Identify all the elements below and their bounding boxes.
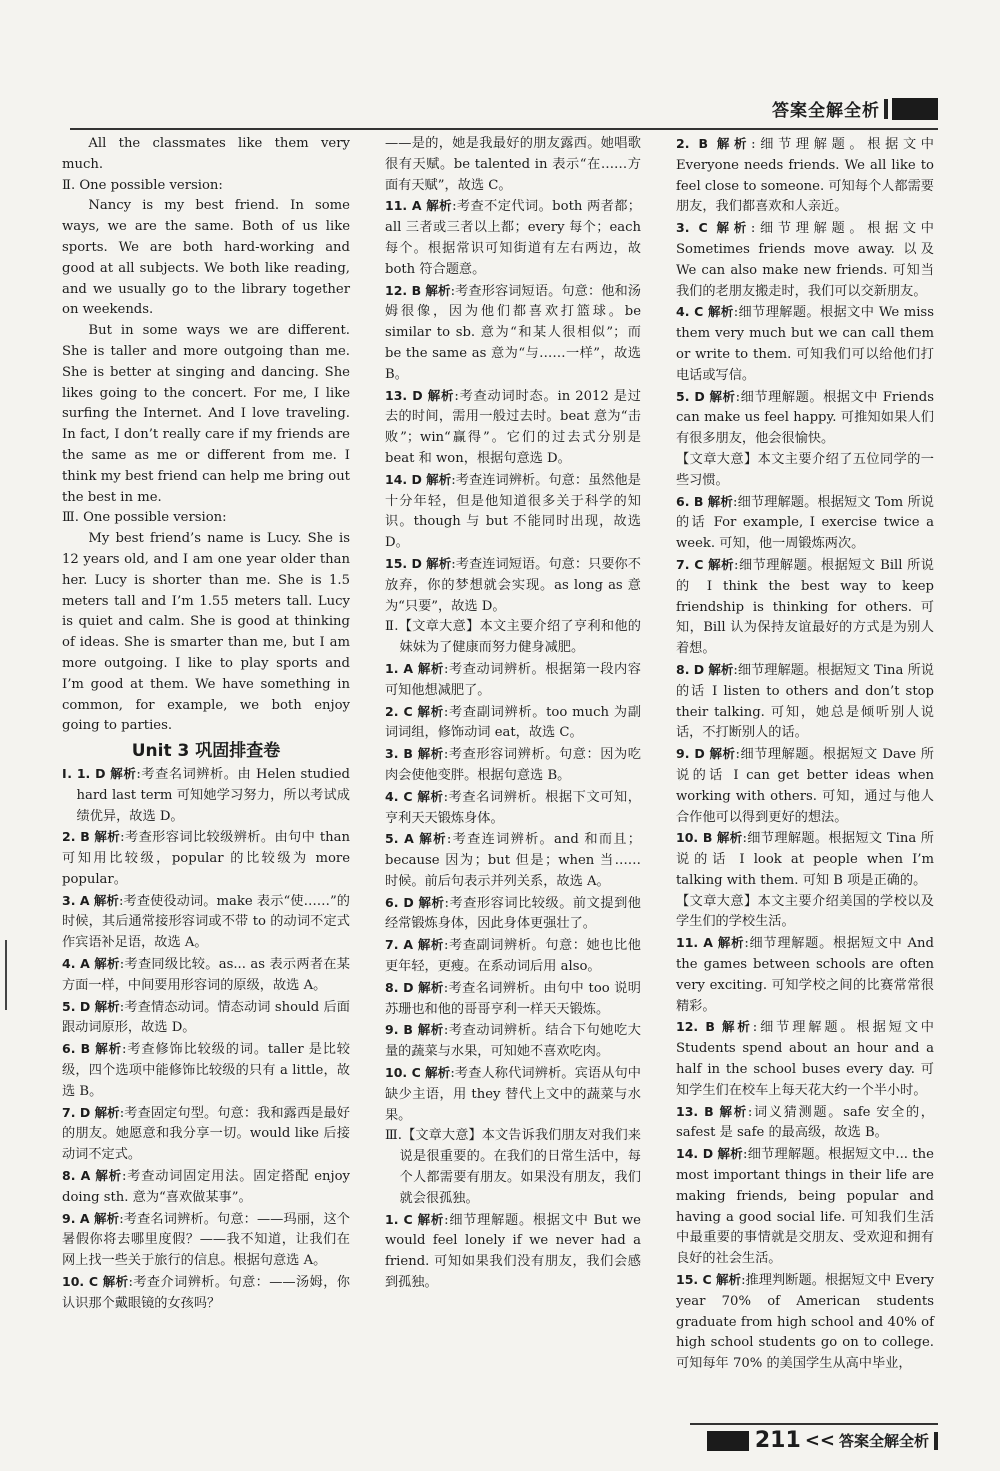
analysis-label: 解析 [426, 471, 452, 487]
question-number: 13. D [385, 387, 423, 403]
analysis-label: 解析 [417, 703, 444, 719]
answer-paragraph [676, 1102, 934, 1145]
question-number: 11. A [676, 935, 713, 951]
answer-paragraph [385, 386, 641, 470]
paragraph-text: 【文章大意】本文主要介绍了五位同学的一些习惯。 [676, 451, 934, 488]
answer-paragraph [385, 1126, 641, 1209]
paragraph-text: :细节理解题。根据短文中 Students spend about an hour and a half in the school buses every day. 可知学生们在校车上每天花大约一个半小时。 [676, 1020, 934, 1098]
analysis-label: 解析 [110, 765, 137, 781]
analysis-label: 解析 [95, 1041, 123, 1057]
answer-paragraph [676, 134, 934, 218]
paragraph-text: Ⅲ. One possible version: [62, 510, 227, 526]
paragraph-text: My best friend’s name is Lucy. She is 12 years old, and I am one year older than her. Lucy is shorter than me. She is 1.5 meters tall and I’m 1.55 meters tall. Lucy is quiet and calm. She is good at thinking of ideas. She is smarter than me, but I am more outgoing. I like to play sports and I’m good at them. We have something in common, for example, we both enjoy going to parties. [62, 531, 350, 734]
analysis-label: 解析 [707, 304, 734, 320]
paragraph-text: :考查连词辨析。and 和而且；because 因为；but 但是；when 当……时候。前后句表示并列关系，故选 A。 [385, 832, 641, 889]
page-number: 211 [754, 1428, 801, 1453]
answer-paragraph [676, 387, 934, 450]
header-bar [884, 99, 888, 119]
answer-paragraph [676, 1144, 934, 1270]
analysis-label: 解析 [94, 829, 121, 845]
answer-paragraph [62, 1209, 350, 1272]
question-number: 3. C [676, 220, 708, 236]
analysis-label: 解析 [94, 956, 120, 972]
answer-paragraph [385, 1210, 641, 1294]
question-number: 7. D [62, 1104, 91, 1120]
question-number: 7. C [676, 556, 704, 572]
answer-paragraph [385, 744, 641, 787]
paragraph-text: :细节理解题。根据短文 Bill 所说的 I think the best way to keep friendship is thinking for others. 可知，Bill 认为保持友谊最好的方式是为别人着想。 [676, 557, 934, 657]
paragraph-text: :考查介词辨析。句意：——汤姆，你认识那个戴眼镜的女孩吗？ [62, 1275, 350, 1311]
answer-paragraph [676, 660, 934, 744]
binding-mark [5, 940, 7, 1010]
paragraph-text: :考查固定句型。句意：我和露西是最好的朋友。她愿意和我分享一切。would like 后接动词不定式。 [62, 1105, 350, 1163]
question-number: 3. B [385, 746, 413, 762]
question-number: 15. C [676, 1272, 712, 1288]
analysis-label: 解析 [94, 1104, 120, 1120]
header-rule [70, 128, 938, 130]
paragraph-text: :考查形容词辨析。句意：因为吃肉会使他变胖。根据句意选 B。 [385, 747, 641, 783]
header-block [892, 98, 938, 120]
question-number: 14. D [676, 1146, 714, 1162]
paragraph-text: :考查动词辨析。根据第一段内容可知他想减肥了。 [385, 661, 641, 698]
column-middle [385, 134, 641, 1294]
question-number: 11. A [385, 198, 422, 214]
paragraph-text: :考查名词辨析。由句中 too 说明苏珊也和他的哥哥亨利一样天天锻炼。 [385, 980, 641, 1017]
question-number: 6. D [385, 894, 414, 910]
paragraph-text: All the classmates like them very much. [62, 136, 350, 172]
analysis-label: 解析 [425, 1065, 451, 1081]
answer-paragraph [385, 196, 641, 280]
footer-bar [934, 1432, 938, 1450]
paragraph-text: :考查动词辨析。结合下句她吃大量的蔬菜与水果，可知她不喜欢吃肉。 [385, 1023, 641, 1060]
analysis-label: 解析 [95, 1168, 122, 1184]
analysis-label: 解析 [102, 1274, 129, 1290]
question-number: 13. B [676, 1103, 714, 1119]
paragraph-text: But in some ways we are different. She is taller and more outgoing than me. She is better at singing and dancing. She likes going to the concert. For me, I like surfing the Internet. And I love traveling. In fact, I don’t really care if my friends are the same as me or different from me. I think my best friend can help me bring out the best in me. [62, 323, 350, 505]
paragraph-text: :考查副词辨析。too much 为副词词组，修饰动词 eat，故选 C。 [385, 704, 641, 741]
question-number: 9. A [62, 1210, 90, 1226]
paragraph-text: :考查形容词比较级辨析。由句中 than 可知用比较级，popular 的比较级为 more popular。 [62, 830, 350, 887]
analysis-label: 解析 [417, 1022, 444, 1038]
answer-paragraph [676, 218, 934, 302]
analysis-label: 解析 [717, 935, 745, 951]
analysis-label: 解析 [426, 198, 453, 214]
answer-paragraph [676, 492, 934, 555]
question-number: Ⅰ. 1. D [62, 765, 106, 781]
answer-paragraph [62, 1272, 350, 1315]
answer-paragraph [385, 1063, 641, 1126]
paragraph-text: :考查名词辨析。由 Helen studied hard last term 可知她学习努力，所以考试成绩优异，故选 D。 [76, 766, 350, 824]
paragraph-text: Nancy is my best friend. In some ways, we are the same. Both of us like sports. We are both hard-working and good at all subjects. We both like reading, and we usually go to the library together on weekends. [62, 198, 350, 318]
question-number: 12. B [676, 1019, 715, 1035]
question-number: 6. B [676, 493, 704, 509]
paragraph-text: :考查同级比较。as... as 表示两者在某方面一样，中间要用形容词的原级，故选 A。 [62, 957, 350, 993]
answer-paragraph [385, 470, 641, 554]
question-number: 1. A [385, 660, 414, 676]
answer-paragraph [676, 933, 934, 1017]
paragraph-text: ——是的，她是我最好的朋友露西。她唱歌很有天赋。be talented in 表示“在……方面有天赋”，故选 C。 [385, 136, 641, 193]
page-footer [707, 1428, 938, 1453]
paragraph-text: :细节理解题。根据文中 Everyone needs friends. We all like to feel close to someone. 可知每个人都需要朋友，我们都喜欢和人亲近。 [676, 137, 934, 215]
question-number: 6. B [62, 1041, 91, 1057]
question-number: 8. A [62, 1168, 91, 1184]
answer-paragraph [62, 827, 350, 890]
paragraph-text: :考查修饰比较级的词。taller 是比较级，四个选项中能修饰比较级的只有 a little，故选 B。 [62, 1042, 350, 1099]
analysis-label: 解析 [426, 555, 452, 571]
analysis-label: 解析 [419, 831, 447, 847]
answer-paragraph [62, 196, 350, 321]
paragraph-text: :细节理解题。根据文中 Friends can make us feel happy. 可推知如果人们有很多朋友，他会很愉快。 [676, 389, 934, 447]
paragraph-text: :考查动词固定用法。固定搭配 enjoy doing sth. 意为“喜欢做某事”。 [62, 1169, 350, 1205]
paragraph-text: :考查情态动词。情态动词 should 后面跟动词原形，故选 D。 [62, 999, 350, 1036]
analysis-label: 解析 [708, 661, 734, 677]
answer-paragraph [676, 828, 934, 891]
page-header [772, 96, 938, 121]
question-number: 2. B [62, 829, 90, 845]
paragraph-text: :细节理解题。根据文中 Sometimes friends move away. 以及 We can also make new friends. 可知当我们的老朋友搬走时，我们可以交新朋友。 [676, 221, 934, 299]
answer-paragraph [385, 978, 641, 1021]
paragraph-text: Ⅲ.【文章大意】本文告诉我们朋友对我们来说是很重要的。在我们的日常生活中，每个人都需要有朋友。如果没有朋友，我们就会很孤独。 [385, 1128, 641, 1206]
analysis-label: 解析 [94, 998, 120, 1014]
analysis-label: 解析 [425, 282, 451, 298]
answer-paragraph [385, 554, 641, 617]
answer-paragraph [62, 1103, 350, 1166]
answer-paragraph [62, 764, 350, 827]
answer-paragraph [676, 1270, 934, 1375]
analysis-label: 解析 [709, 746, 736, 762]
footer-arrows: << [804, 1430, 835, 1451]
analysis-label: 解析 [418, 894, 445, 910]
question-number: 2. C [385, 703, 413, 719]
answer-paragraph [62, 508, 350, 529]
analysis-label: 解析 [715, 1272, 742, 1288]
answer-paragraph [385, 617, 641, 659]
paragraph-text: Unit 3 巩固排查卷 [131, 741, 281, 762]
footer-rule [690, 1423, 938, 1425]
paragraph-text: :考查动词时态。in 2012 是过去的时间，需用一般过去时。beat 意为“击败”；win“赢得”。它们的过去式分别是 beat 和 won，根据句意选 D。 [385, 388, 641, 466]
analysis-label: 解析 [427, 387, 455, 403]
question-number: 10. C [62, 1274, 99, 1290]
footer-block [707, 1431, 749, 1451]
paragraph-text: Ⅱ. One possible version: [62, 177, 223, 193]
analysis-label: 解析 [417, 1211, 445, 1227]
answer-paragraph [676, 892, 934, 934]
answer-paragraph [62, 176, 350, 197]
answer-paragraph [385, 659, 641, 702]
analysis-label: 解析 [707, 493, 734, 509]
answer-paragraph [62, 134, 350, 176]
question-number: 9. B [385, 1022, 413, 1038]
answer-paragraph [676, 1017, 934, 1101]
question-number: 8. D [385, 979, 414, 995]
paragraph-text: :考查连词短语。句意：只要你不放弃，你的梦想就会实现。as long as 意为“只要”，故选 D。 [385, 556, 641, 614]
answer-paragraph [62, 1039, 350, 1102]
answer-paragraph [62, 891, 350, 954]
paragraph-text: :考查人称代词辨析。宾语从句中缺少主语，用 they 替代上文中的蔬菜与水果。 [385, 1066, 641, 1123]
paragraph-text: :细节理解题。根据短文 Dave 所说的话 I can get better ideas when working with others. 可知，通过与他人合作他可以得到更好的想法。 [676, 747, 934, 825]
paragraph-text: :考查使役动词。make 表示“使……”的时候，其后通常接形容词或不带 to 的动词不定式作宾语补足语，故选 A。 [62, 893, 350, 951]
paragraph-text: :考查不定代词。both 两者都；all 三者或三者以上都；every 每个；each 每个。根据常识可知街道有左右两边，故 both 符合题意。 [385, 199, 641, 277]
question-number: 14. D [385, 471, 422, 487]
question-number: 5. D [62, 998, 91, 1014]
answer-paragraph [62, 321, 350, 508]
paragraph-text: :细节理解题。根据文中 We miss them very much but we can call them or write to them. 可知我们可以给他们打电话或写信。 [676, 305, 934, 383]
paragraph-text: :考查名词辨析。句意：——玛丽，这个暑假你将去哪里度假？——我不知道，让我们在网上找一些关于旅行的信息。根据句意选 A。 [62, 1211, 350, 1269]
paragraph-text: :细节理解题。根据短文 Tina 所说的话 I listen to others and don’t stop their talking. 可知，她总是倾听别人说话，不打断别人的话。 [676, 662, 934, 741]
paragraph-text: :考查形容词短语。句意：他和汤姆很像，因为他们都喜欢打篮球。be similar to sb. 意为“和某人很相似”；而 be the same as 意为“与……一样”，故选 B。 [385, 283, 641, 382]
analysis-label: 解析 [93, 892, 120, 908]
column-right [676, 134, 934, 1375]
answer-paragraph [385, 1020, 641, 1063]
paragraph-text: :推理判断题。根据短文中 Every year 70% of American students graduate from high school and 40% of high school students go on to college. 可知每年 70% 的美国学生从高中毕业， [676, 1273, 934, 1372]
paragraph-text: :考查连词辨析。句意：虽然他是十分年轻，但是他知道很多关于科学的知识。though 与 but 不能同时出现，故选 D。 [385, 472, 641, 551]
paragraph-text: :考查副词辨析。句意：她也比他更年轻，更瘦。在系动词后用 also。 [385, 938, 641, 975]
paragraph-text: :考查形容词比较级。前文提到他经常锻炼身体，因此身体更强壮了。 [385, 895, 641, 932]
paragraph-text: 【文章大意】本文主要介绍美国的学校以及学生们的学校生活。 [676, 893, 934, 930]
analysis-label: 解析 [417, 937, 444, 953]
question-number: 3. A [62, 892, 90, 908]
question-number: 4. A [62, 956, 90, 972]
question-number: 5. A [385, 831, 414, 847]
analysis-label: 解析 [719, 1103, 748, 1119]
question-number: 4. C [385, 788, 413, 804]
paragraph-text: :细节理解题。根据短文 Tom 所说的话 For example, I exercise twice a week. 可知，他一周锻炼两次。 [676, 494, 934, 552]
answer-paragraph [676, 744, 934, 828]
question-number: 2. B [676, 136, 708, 151]
answer-paragraph [385, 281, 641, 386]
question-number: 1. C [385, 1211, 413, 1227]
answer-paragraph [676, 450, 934, 492]
answer-paragraph [62, 1166, 350, 1209]
analysis-label: 解析 [716, 136, 752, 151]
question-number: 12. B [385, 282, 422, 298]
column-left [62, 134, 350, 1315]
question-number: 10. B [676, 830, 713, 846]
analysis-label: 解析 [93, 1210, 120, 1226]
question-number: 10. C [385, 1065, 421, 1081]
answer-paragraph [676, 302, 934, 386]
paragraph-text: :考查名词辨析。根据下文可知，亨利天天锻炼身体。 [385, 789, 641, 826]
answer-paragraph [62, 529, 350, 737]
analysis-label: 解析 [716, 220, 751, 236]
answer-paragraph [62, 954, 350, 997]
analysis-label: 解析 [716, 830, 743, 846]
question-number: 7. A [385, 937, 414, 953]
analysis-label: 解析 [418, 979, 444, 995]
paragraph-text: Ⅱ.【文章大意】本文主要介绍了亨利和他的妹妹为了健康而努力健身减肥。 [385, 619, 641, 656]
paragraph-text: :细节理解题。根据文中 But we would feel lonely if we never had a friend. 可知如果我们没有朋友，我们会感到孤独。 [385, 1212, 641, 1291]
header-title: 答案全解全析 [772, 101, 880, 121]
analysis-label: 解析 [709, 388, 736, 404]
question-number: 15. D [385, 555, 422, 571]
answer-paragraph [385, 702, 641, 745]
analysis-label: 解析 [721, 1019, 753, 1035]
question-number: 9. D [676, 746, 705, 762]
question-number: 5. D [676, 388, 705, 404]
answer-paragraph [385, 829, 641, 892]
answer-paragraph [676, 555, 934, 660]
footer-title: 答案全解全析 [838, 1432, 929, 1450]
paragraph-text: :细节理解题。根据短文中 And the games between schools are often very exciting. 可知学校之间的比赛常常很精彩。 [676, 936, 934, 1014]
answer-paragraph [385, 134, 641, 196]
question-number: 8. D [676, 661, 705, 677]
analysis-label: 解析 [417, 746, 444, 762]
answer-paragraph [385, 935, 641, 978]
analysis-label: 解析 [708, 556, 735, 572]
section-heading [62, 741, 350, 762]
paragraph-text: :细节理解题。根据短文中... the most important things in their life are making friends, being popular and having a good social life. 可知我们生活中最重要的事情就是交朋友、受欢迎和拥有良好的社会生活。 [676, 1147, 934, 1267]
question-number: 4. C [676, 304, 704, 320]
analysis-label: 解析 [417, 660, 444, 676]
analysis-label: 解析 [417, 788, 444, 804]
answer-paragraph [62, 997, 350, 1040]
paragraph-text: :细节理解题。根据短文 Tina 所说的话 I look at people when I’m talking with them. 可知 B 项是正确的。 [676, 831, 934, 888]
answer-paragraph [385, 787, 641, 830]
analysis-label: 解析 [717, 1146, 744, 1162]
paragraph-text: :词义猜测题。safe 安全的，safest 是 safe 的最高级，故选 B。 [676, 1104, 934, 1141]
answer-paragraph [385, 893, 641, 936]
